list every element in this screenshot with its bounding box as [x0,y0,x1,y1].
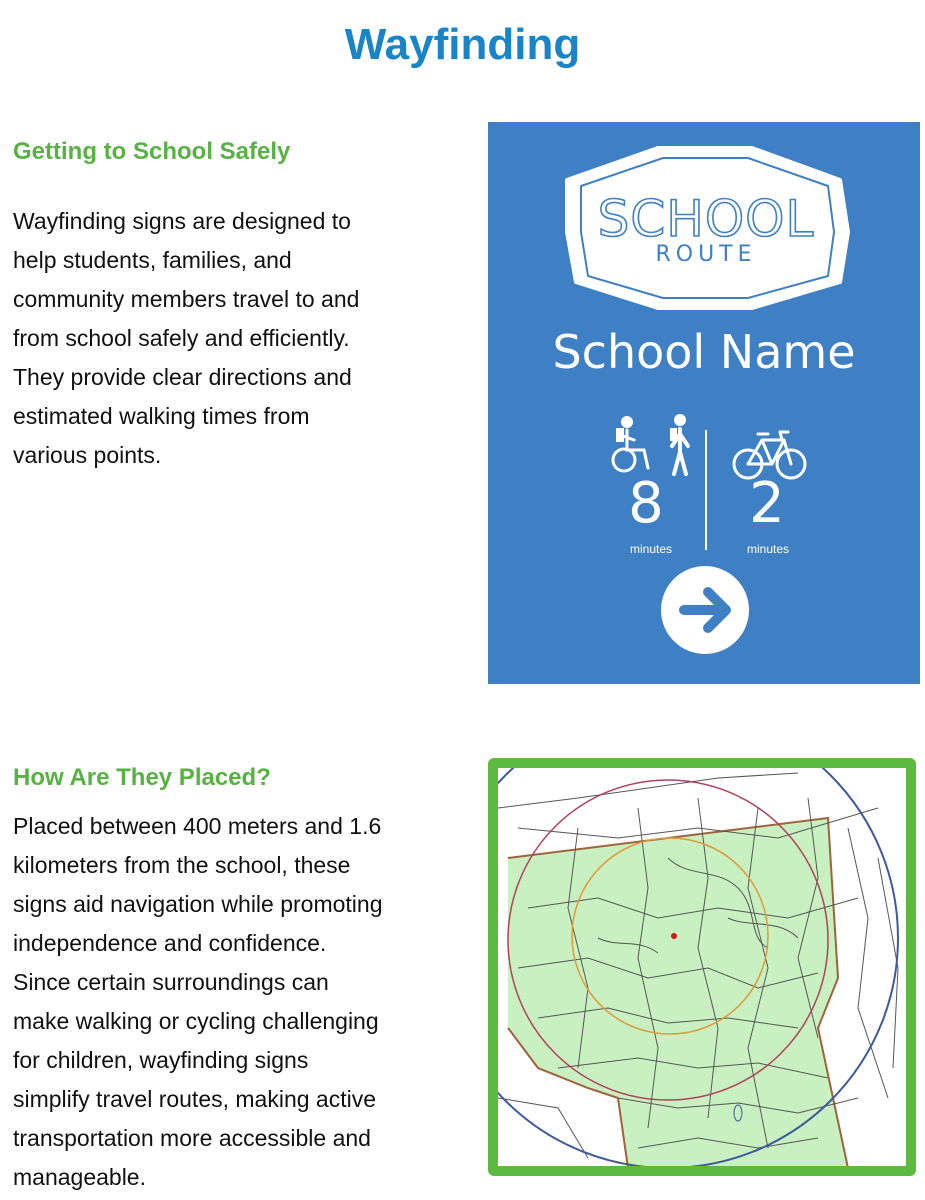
section-heading-how-placed: How Are They Placed? [13,764,271,791]
school-route-badge [567,148,848,308]
body-line: independence and confidence. [13,930,327,956]
logo-route-text: ROUTE [655,242,757,267]
body-line: various points. [13,442,162,468]
arrow-right-icon [661,566,749,654]
body-line: kilometers from the school, these [13,852,351,878]
body-line: manageable. [13,1164,146,1190]
body-line: Wayfinding signs are designed to [13,208,351,234]
body-line: Since certain surroundings can [13,969,329,995]
map-graphic [498,768,906,1166]
bike-minutes-value: 2 [749,471,785,536]
body-line: Placed between 400 meters and 1.6 [13,813,382,839]
walk-zone-map-frame [488,758,916,1176]
walk-zone-map [498,768,906,1166]
section-body-getting-to-school [13,202,433,475]
body-line: community members travel to and [13,286,360,312]
school-name: School Name [552,325,856,379]
section-heading-getting-to-school: Getting to School Safely [13,138,291,165]
logo-school-text: SCHOOL [597,190,815,248]
body-line: estimated walking times from [13,403,310,429]
walk-minutes-unit: minutes [629,542,673,556]
bike-minutes-unit: minutes [746,542,790,556]
page-title: Wayfinding [344,20,581,69]
pedestrian-icon [670,414,688,474]
walk-minutes-value: 8 [628,471,664,536]
body-line: for children, wayfinding signs [13,1047,309,1073]
body-line: from school safely and efficiently. [13,325,350,351]
body-line: transportation more accessible and [13,1125,371,1151]
wheelchair-icon [613,416,648,471]
body-line: help students, families, and [13,247,292,273]
school-route-sign [488,122,920,684]
body-line: They provide clear directions and [13,364,352,390]
body-line: signs aid navigation while promoting [13,891,383,917]
body-line: simplify travel routes, making active [13,1086,377,1112]
walk-zone-area [508,818,848,1166]
school-marker [671,933,677,939]
section-body-how-placed [13,807,453,1197]
body-line: make walking or cycling challenging [13,1008,379,1034]
sign-graphic [488,122,920,684]
